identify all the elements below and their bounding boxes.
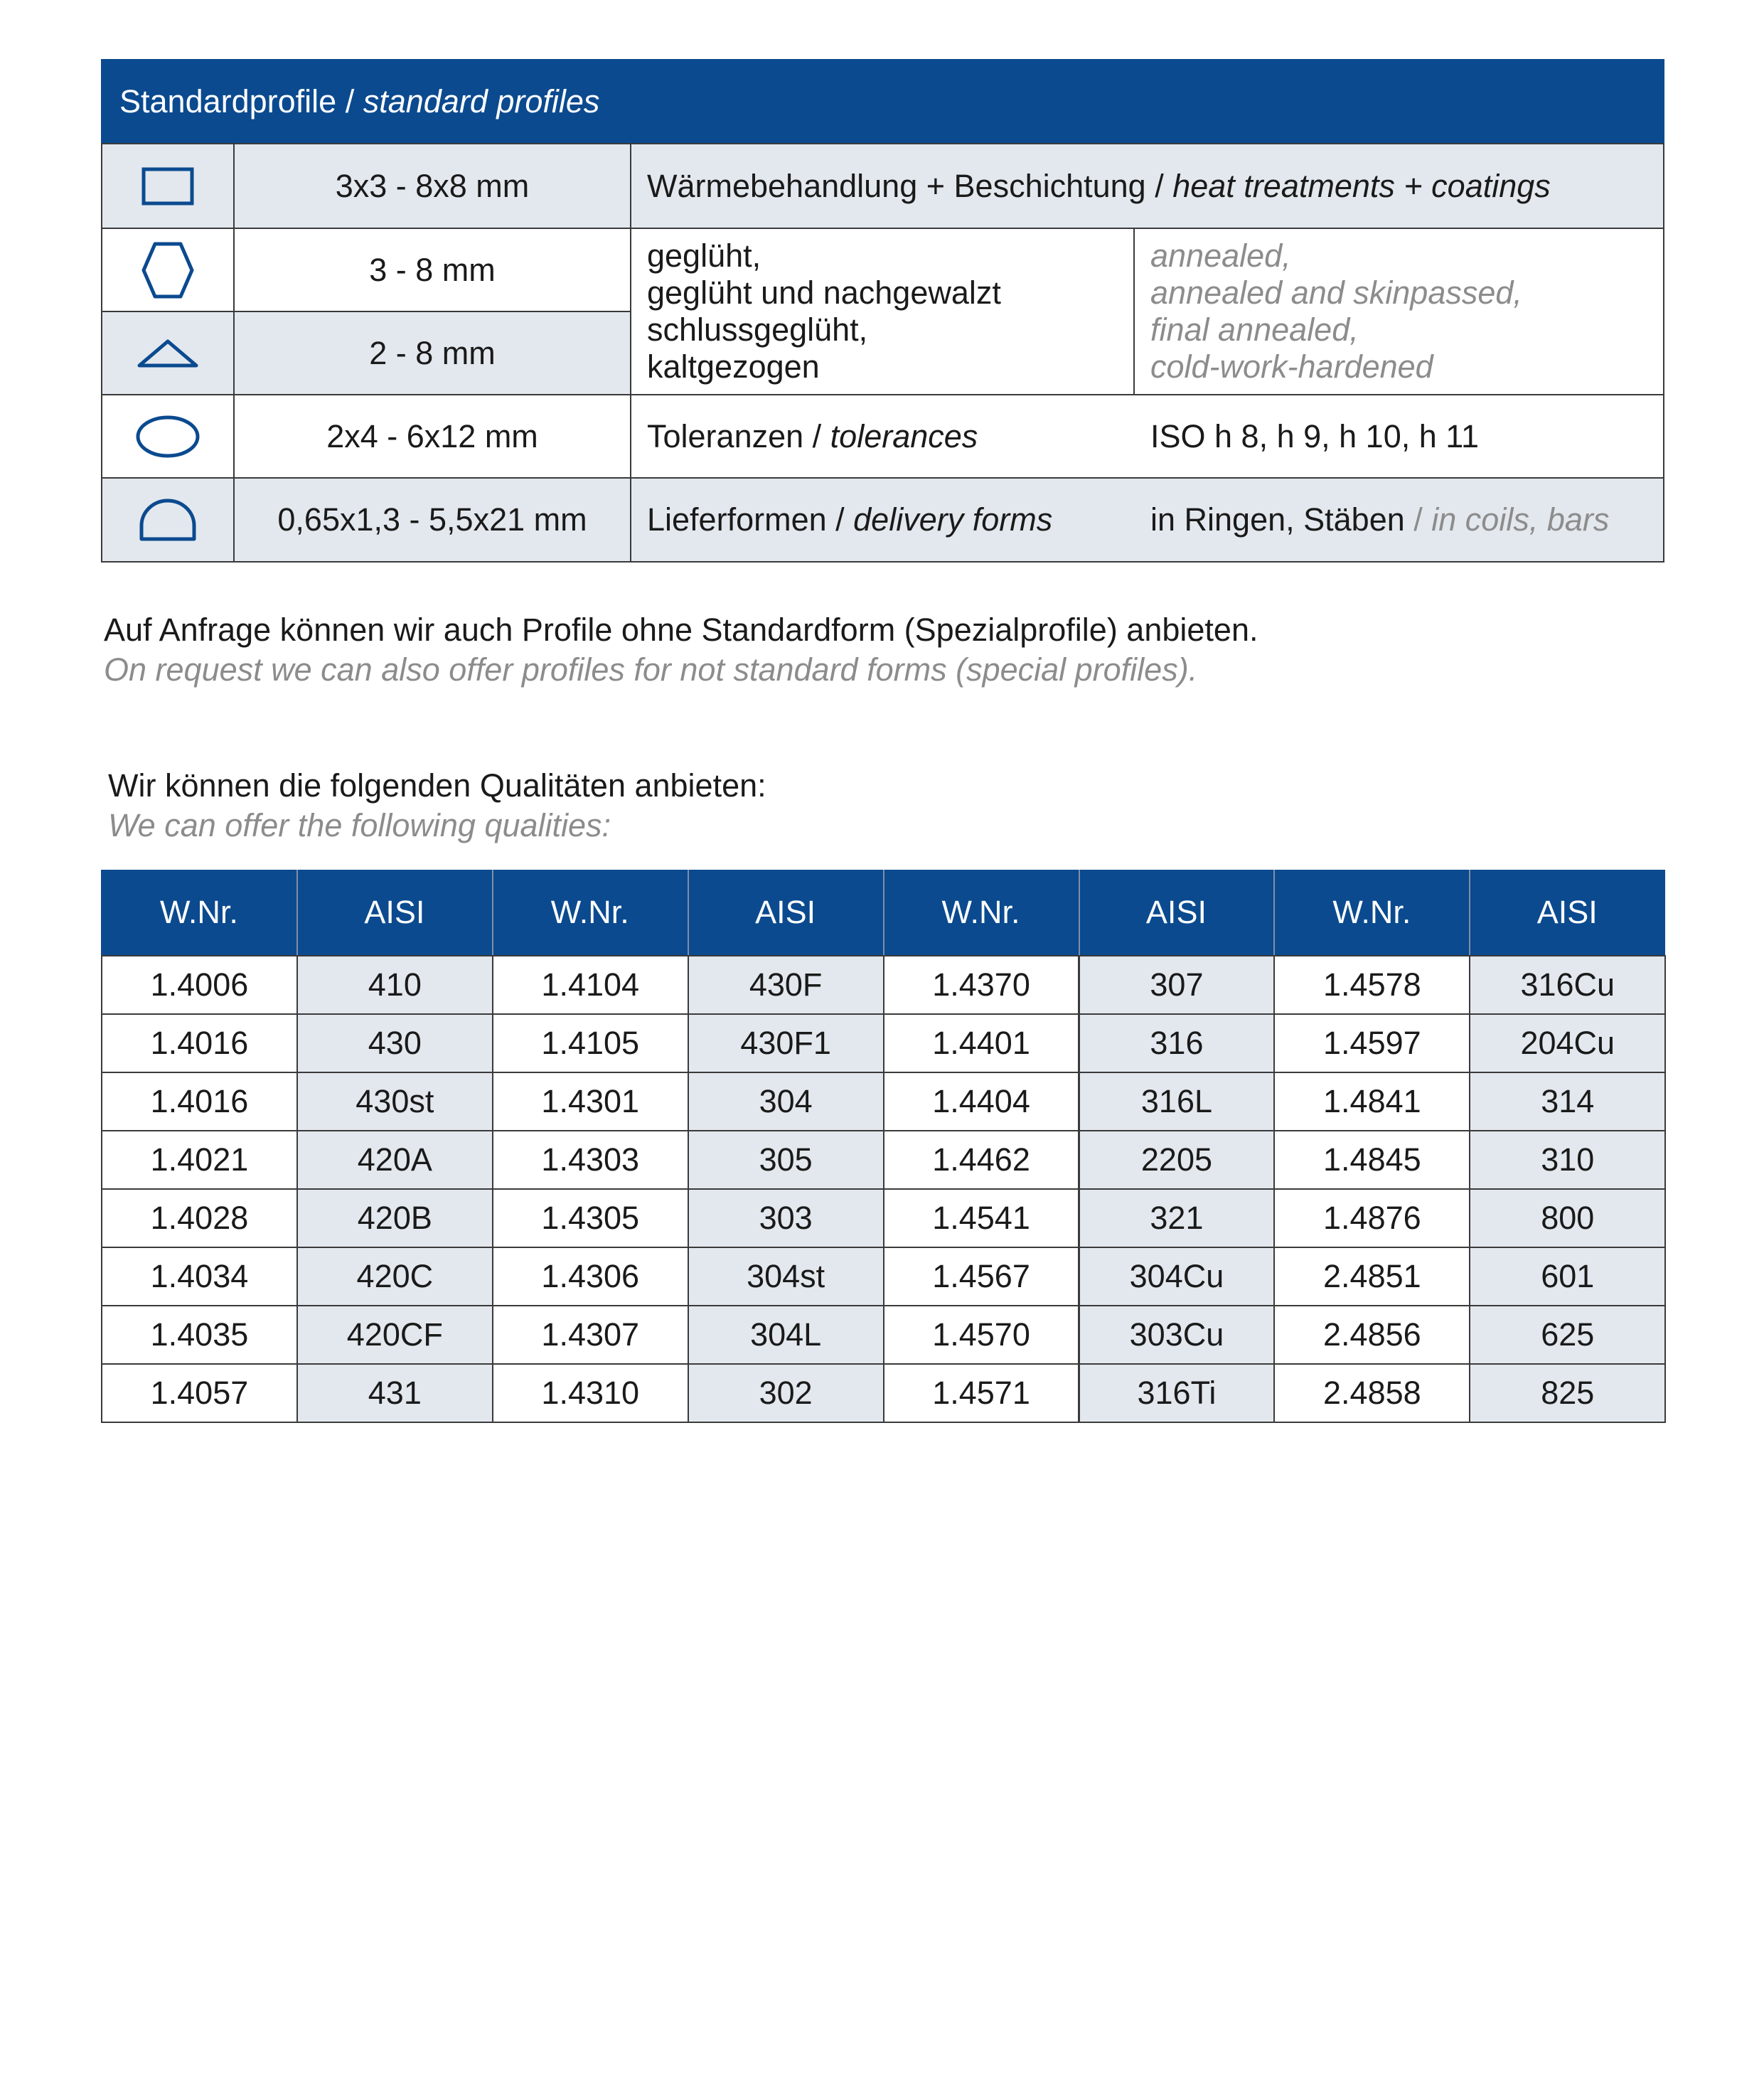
wnr-cell: 1.4307	[492, 1305, 689, 1365]
tolerances-sep: /	[803, 417, 830, 454]
wnr-cell: 1.4570	[883, 1305, 1080, 1365]
aisi-cell: 304L	[688, 1305, 884, 1365]
treatment-list-en-cell	[1133, 228, 1664, 395]
treatments-sep: /	[1145, 167, 1173, 204]
oval-profile-icon	[134, 414, 201, 459]
aisi-cell: 204Cu	[1469, 1013, 1666, 1073]
qualities-intro-de: Wir können die folgenden Qualitäten anbieten:	[108, 767, 766, 804]
aisi-cell: 430	[296, 1013, 493, 1073]
wnr-cell: 2.4858	[1273, 1363, 1470, 1423]
aisi-cell: 625	[1469, 1305, 1666, 1365]
treatment-item: kaltgezogen	[647, 348, 820, 385]
treatment-item: geglüht und nachgewalzt	[647, 275, 1001, 311]
wnr-cell: 1.4021	[101, 1130, 298, 1190]
qualities-header-aisi: AISI	[1469, 870, 1665, 955]
wnr-cell: 1.4404	[883, 1072, 1080, 1131]
treatment-item: geglüht,	[647, 238, 761, 274]
wnr-cell: 1.4571	[883, 1363, 1080, 1423]
aisi-cell: 601	[1469, 1247, 1666, 1306]
wnr-cell: 1.4301	[492, 1072, 689, 1131]
qualities-header-wnr: W.Nr.	[101, 870, 297, 955]
delivery-value-sep: /	[1404, 501, 1432, 538]
qualities-header-aisi: AISI	[296, 870, 493, 955]
wnr-cell: 1.4541	[883, 1188, 1080, 1248]
qualities-header-wnr: W.Nr.	[492, 870, 688, 955]
profile-size-oval: 2x4 - 6x12 mm	[326, 417, 538, 454]
profile-icon-cell-hexagon	[101, 228, 235, 312]
aisi-cell: 420C	[296, 1247, 493, 1306]
aisi-cell: 321	[1079, 1188, 1276, 1248]
aisi-cell: 431	[296, 1363, 493, 1423]
aisi-cell: 302	[688, 1363, 884, 1423]
aisi-cell: 305	[688, 1130, 884, 1190]
triangle-profile-icon	[136, 338, 200, 369]
qualities-header-wnr: W.Nr.	[883, 870, 1079, 955]
wnr-cell: 1.4845	[1273, 1130, 1470, 1190]
aisi-cell: 310	[1469, 1130, 1666, 1190]
profiles-header	[101, 59, 1664, 144]
profile-icon-cell-triangle	[101, 311, 235, 395]
profile-size-cell	[233, 477, 631, 563]
profile-size-triangle: 2 - 8 mm	[369, 334, 496, 371]
wnr-cell: 1.4105	[492, 1013, 689, 1073]
aisi-cell: 825	[1469, 1363, 1666, 1423]
wnr-cell: 1.4016	[101, 1072, 298, 1131]
profile-size-square: 3x3 - 8x8 mm	[335, 167, 530, 204]
wnr-cell: 1.4016	[101, 1013, 298, 1073]
header-divider	[688, 870, 689, 955]
profile-size-cell	[233, 143, 631, 229]
header-divider	[492, 870, 493, 955]
aisi-cell: 316	[1079, 1013, 1276, 1073]
profile-size-hexagon: 3 - 8 mm	[369, 251, 496, 288]
wnr-cell: 1.4306	[492, 1247, 689, 1306]
treatments-en: heat treatments + coatings	[1172, 167, 1551, 204]
aisi-cell: 800	[1469, 1188, 1666, 1248]
profile-icon-cell-half-round	[101, 477, 235, 563]
qualities-header-aisi: AISI	[1079, 870, 1275, 955]
delivery-value-de: in Ringen, Stäben	[1150, 501, 1405, 538]
profile-size-half-round: 0,65x1,3 - 5,5x21 mm	[277, 501, 587, 538]
aisi-cell: 420A	[296, 1130, 493, 1190]
wnr-cell: 1.4370	[883, 955, 1080, 1015]
delivery-value-en: in coils, bars	[1431, 501, 1610, 538]
aisi-cell: 2205	[1079, 1130, 1276, 1190]
profiles-header-sep: /	[336, 83, 363, 119]
aisi-cell: 304st	[688, 1247, 884, 1306]
delivery-cell	[630, 477, 1664, 563]
header-divider	[1273, 870, 1275, 955]
wnr-cell: 1.4057	[101, 1363, 298, 1423]
wnr-cell: 1.4310	[492, 1363, 689, 1423]
delivery-en: delivery forms	[853, 501, 1053, 538]
header-divider	[1079, 870, 1080, 955]
wnr-cell: 1.4401	[883, 1013, 1080, 1073]
aisi-cell: 316L	[1079, 1072, 1276, 1131]
wnr-cell: 1.4028	[101, 1188, 298, 1248]
special-note-en: On request we can also offer profiles for not standard forms (special profiles).	[104, 651, 1198, 688]
wnr-cell: 1.4462	[883, 1130, 1080, 1190]
aisi-cell: 316Cu	[1469, 955, 1666, 1015]
qualities-intro-en: We can offer the following qualities:	[108, 807, 611, 843]
wnr-cell: 1.4841	[1273, 1072, 1470, 1131]
aisi-cell: 410	[296, 955, 493, 1015]
qualities-header-wnr: W.Nr.	[1273, 870, 1470, 955]
qualities-header-aisi: AISI	[688, 870, 884, 955]
aisi-cell: 307	[1079, 955, 1276, 1015]
aisi-cell: 430F	[688, 955, 884, 1015]
hexagon-profile-icon	[141, 241, 195, 299]
treatment-list-de-cell	[630, 228, 1135, 395]
aisi-cell: 420B	[296, 1188, 493, 1248]
wnr-cell: 1.4303	[492, 1130, 689, 1190]
tolerances-en: tolerances	[830, 417, 978, 454]
treatment-item-en: final annealed,	[1150, 311, 1359, 348]
profiles-header-en: standard profiles	[363, 83, 600, 119]
wnr-cell: 1.4876	[1273, 1188, 1470, 1248]
wnr-cell: 2.4851	[1273, 1247, 1470, 1306]
tolerances-value: ISO h 8, h 9, h 10, h 11	[1150, 417, 1479, 454]
half-round-profile-icon	[138, 497, 198, 543]
aisi-cell: 430F1	[688, 1013, 884, 1073]
special-note-de: Auf Anfrage können wir auch Profile ohne Standardform (Spezialprofile) anbieten.	[104, 612, 1258, 648]
wnr-cell: 1.4305	[492, 1188, 689, 1248]
treatment-item-en: cold-work-hardened	[1150, 348, 1433, 385]
qualities-intro	[108, 766, 1672, 846]
wnr-cell: 2.4856	[1273, 1305, 1470, 1365]
aisi-cell: 316Ti	[1079, 1363, 1276, 1423]
aisi-cell: 420CF	[296, 1305, 493, 1365]
delivery-value	[1150, 501, 1609, 538]
profile-icon-cell-square	[101, 143, 235, 229]
header-divider	[296, 870, 298, 955]
profile-size-cell	[233, 311, 631, 395]
wnr-cell: 1.4006	[101, 955, 298, 1015]
delivery-de: Lieferformen	[647, 501, 827, 538]
delivery-sep: /	[826, 501, 854, 538]
header-divider	[883, 870, 884, 955]
treatments-de: Wärmebehandlung + Beschichtung	[647, 167, 1146, 204]
wnr-cell: 1.4567	[883, 1247, 1080, 1306]
profile-size-cell	[233, 394, 631, 479]
tolerances-de: Toleranzen	[647, 417, 804, 454]
tolerances-cell	[630, 394, 1664, 479]
wnr-cell: 1.4578	[1273, 955, 1470, 1015]
profiles-header-de: Standardprofile	[119, 83, 337, 119]
aisi-cell: 314	[1469, 1072, 1666, 1131]
wnr-cell: 1.4597	[1273, 1013, 1470, 1073]
wnr-cell: 1.4035	[101, 1305, 298, 1365]
header-divider	[1469, 870, 1470, 955]
wnr-cell: 1.4104	[492, 955, 689, 1015]
aisi-cell: 303	[688, 1188, 884, 1248]
treatments-header-cell	[630, 143, 1664, 229]
treatment-item-en: annealed and skinpassed,	[1150, 275, 1522, 311]
special-note	[104, 610, 1668, 690]
aisi-cell: 304Cu	[1079, 1247, 1276, 1306]
treatment-item-en: annealed,	[1150, 238, 1291, 274]
aisi-cell: 303Cu	[1079, 1305, 1276, 1365]
profile-icon-cell-oval	[101, 394, 235, 479]
wnr-cell: 1.4034	[101, 1247, 298, 1306]
profile-size-cell	[233, 228, 631, 312]
aisi-cell: 304	[688, 1072, 884, 1131]
square-profile-icon	[141, 167, 194, 206]
aisi-cell: 430st	[296, 1072, 493, 1131]
treatment-item: schlussgeglüht,	[647, 311, 868, 348]
